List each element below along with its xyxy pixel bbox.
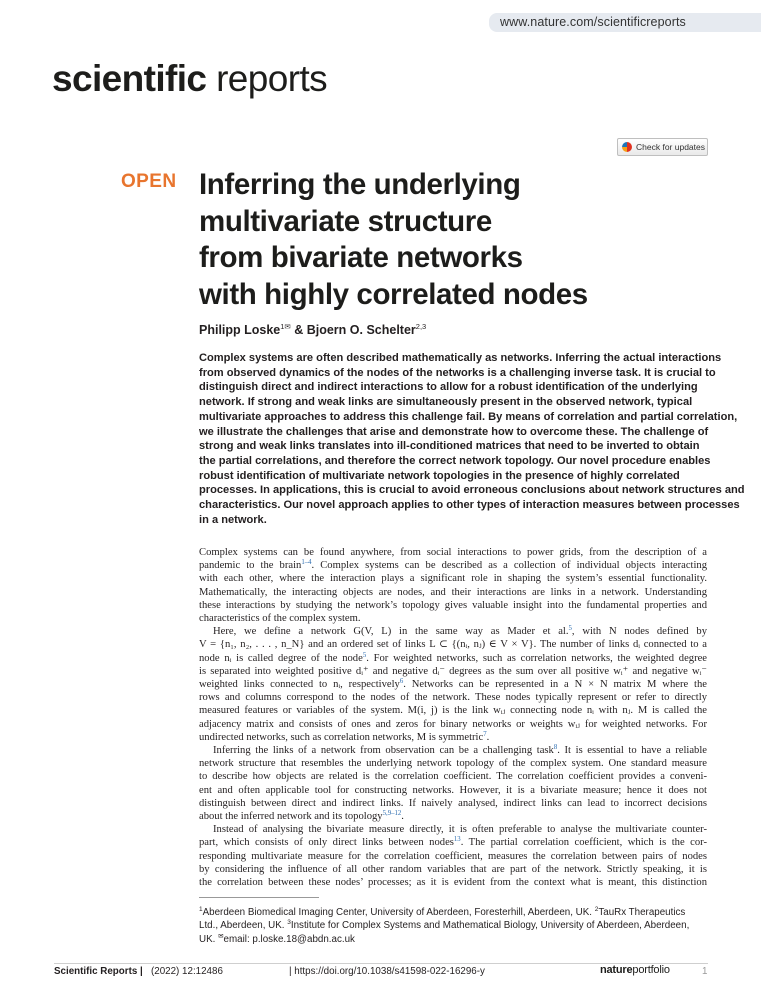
- title-line: multivariate structure: [199, 204, 492, 238]
- title-line: with highly correlated nodes: [199, 277, 588, 311]
- body-line: V = {n₁, n₂, . . . , n_N} and an ordered set of links L ⊂ {(nᵢ, nⱼ) ∈ V × V}. The number of links dᵢ connected to a: [199, 639, 707, 651]
- body-line: these interactions by studying the network’s topology gives valuable insight into the fundamental properties and: [199, 599, 707, 611]
- citation-link[interactable]: 13: [453, 836, 461, 844]
- author-name[interactable]: Philipp Loske: [199, 323, 281, 337]
- citation-link[interactable]: 5: [362, 651, 367, 659]
- logo-bold: scientific: [52, 58, 207, 99]
- journal-logo: [52, 60, 327, 97]
- email-icon: ✉: [218, 932, 224, 940]
- citation-link[interactable]: 1–4: [301, 559, 312, 567]
- footer-doi-link[interactable]: | https://doi.org/10.1038/s41598-022-16296-y: [289, 966, 485, 977]
- author-affiliation: 2,3: [415, 322, 427, 331]
- body-line: part, which consists of only direct links between nodes$^{13}$. The partial correlation coefficient, which is the cor-: [199, 836, 707, 849]
- body-line: undirected networks, such as correlation networks, M is symmetric$^7$.: [199, 730, 490, 743]
- logo-light: reports: [206, 58, 328, 99]
- abstract-line: processes. In applications, this is crucial to avoid erroneous conclusions about network structures and: [199, 484, 745, 497]
- author-name[interactable]: Bjoern O. Schelter: [306, 323, 416, 337]
- citation-link[interactable]: 5: [568, 625, 572, 633]
- body-line: Instead of analysing the bivariate measure directly, it is often preferable to analyse the multivariate counter-: [213, 824, 707, 836]
- author-separator: &: [290, 323, 307, 337]
- body-line: Mathematically, the interacting objects are nodes, and their interactions are links in a network. Understanding: [199, 586, 707, 598]
- body-line: characteristics of the complex system.: [199, 613, 361, 625]
- body-line: adjacency matrix and consists of ones and zeros for binary networks or weights wᵢⱼ for weighted networks. For: [199, 718, 707, 730]
- page-number: 1: [702, 966, 708, 977]
- abstract-line: characteristics. Our novel approach applies to other types of interaction measures between processes: [199, 499, 740, 512]
- body-line: network structure that resembles the underlying network topology of the complex system. One standard measure: [199, 758, 707, 770]
- crossmark-icon: [622, 142, 632, 152]
- email-link[interactable]: email: p.loske.18@abdn.ac.uk: [223, 933, 355, 945]
- body-line: by considering the influence of all other random variables that are part of the network. Strictly speaking, it is: [199, 863, 707, 875]
- abstract-line: distinguish direct and indirect interactions to allow for a robust identification of the underlying: [199, 381, 698, 394]
- open-access-label: OPEN: [121, 171, 177, 192]
- citation-link[interactable]: 5,9–12: [382, 810, 402, 818]
- footnote-line: $^1$Aberdeen Biomedical Imaging Center, University of Aberdeen, Foresterhill, Aberdeen, UK. $^2$TauRx Therapeutics: [199, 906, 686, 918]
- affiliations-footnote: [199, 906, 707, 946]
- abstract-line: strong and weak links translates into ill-conditioned matrices that need to be inverted to obtain: [199, 440, 700, 453]
- citation-link[interactable]: 8: [553, 744, 558, 752]
- author-affiliation: 1✉: [280, 322, 291, 331]
- footer-journal: Scientific Reports |: [54, 966, 143, 977]
- body-line: is separated into weighted positive dᵢ⁺ and negative dᵢ⁻ degrees as the sum over all positive wᵢ⁺ and negative wᵢ⁻: [199, 665, 707, 677]
- body-line: responding multivariate measure for the correlation coefficient, measures the correlation between pairs of nodes: [199, 850, 707, 862]
- footnote-divider: [199, 897, 319, 898]
- abstract-line: multivariate approaches to address this challenge fail. By means of correlation and partial correlation,: [199, 410, 738, 423]
- body-line: node nᵢ is called degree of the node$^5$. For weighted networks, such as correlation networks, the weighted degree: [199, 651, 707, 664]
- body-line: Inferring the links of a network from observation can be a challenging task$^8$. It is essential to have a reliable: [213, 744, 707, 757]
- journal-url[interactable]: www.nature.com/scientificreports: [500, 15, 686, 29]
- check-for-updates-label: Check for updates: [636, 142, 705, 152]
- body-line: weighted links connected to nᵢ, respectively$^6$. Networks can be represented in a N × N matrix M where the: [199, 678, 708, 691]
- body-line: with each other, where the interaction plays a significant role in shaping the system’s essential functionality.: [199, 573, 707, 585]
- body-line: about the inferred network and its topology$^{5,9-12}$.: [199, 810, 404, 823]
- abstract: [199, 351, 745, 528]
- article-title: [199, 167, 719, 313]
- body-line: measured features or variables of the system. M(i, j) is the link wᵢⱼ connecting node nᵢ with nⱼ. M is called the: [199, 705, 707, 717]
- abstract-line: the partial correlations, and therefore the correct network topology. Our novel procedure enables: [199, 455, 711, 468]
- body-line: the correlation between these nodes’ processes; as it is evident from the context what is meant, this distinction: [199, 877, 707, 889]
- citation-link[interactable]: 7: [483, 730, 487, 738]
- body-text: [199, 546, 707, 889]
- check-for-updates-button[interactable]: [617, 138, 708, 156]
- body-line: to describe how objects are related is the correlation coefficient. The correlation coefficient provides a conveni-: [199, 771, 707, 783]
- title-line: Inferring the underlying: [199, 168, 521, 201]
- abstract-line: in a network.: [199, 513, 267, 526]
- citation-link[interactable]: 6: [399, 678, 404, 686]
- body-line: Here, we define a network G(V, L) in the same way as Mader et al.$^5$, with N nodes defined by: [213, 625, 708, 638]
- body-line: ent and often applicable tool for constructing networks. However, it is a bivariate measure; hence it does not: [199, 784, 707, 796]
- abstract-line: from observed dynamics of the nodes of the networks is a challenging inverse task. It is crucial to: [199, 366, 716, 379]
- body-line: rows and columns correspond to the nodes of the network. These nodes typically represent or refer to directly: [199, 692, 707, 704]
- abstract-line: Complex systems are often described mathematically as networks. Inferring the actual interactions: [199, 352, 722, 364]
- title-line: from bivariate networks: [199, 241, 523, 274]
- author-list: [199, 322, 426, 337]
- body-line: distinguish between direct and indirect links. If naively analysed, indirect links can lead to incorrect decisions: [199, 797, 707, 809]
- abstract-line: robust identification of multivariate network topologies in the presence of highly correlated: [199, 469, 680, 482]
- footer-citation: (2022) 12:12486: [151, 966, 223, 977]
- body-line: Complex systems can be found anywhere, from social interactions to power grids, from the description of a: [199, 547, 707, 558]
- abstract-line: we illustrate the challenges that arise and demonstrate how to overcome these. The challenge of: [199, 425, 709, 438]
- abstract-line: network. If strong and weak links are simultaneously present in the observed network, typical: [199, 396, 693, 409]
- publisher-logo: natureportfolio: [600, 964, 670, 976]
- footnote-line: UK. ✉email: p.loske.18@abdn.ac.uk: [199, 932, 355, 945]
- footnote-line: Ltd., Aberdeen, UK. $^3$Institute for Complex Systems and Mathematical Biology, University of Aberdeen, Aberdeen,: [199, 919, 690, 932]
- body-line: pandemic to the brain$^{1-4}$. Complex systems can be described as a collection of individual objects interacting: [199, 559, 708, 572]
